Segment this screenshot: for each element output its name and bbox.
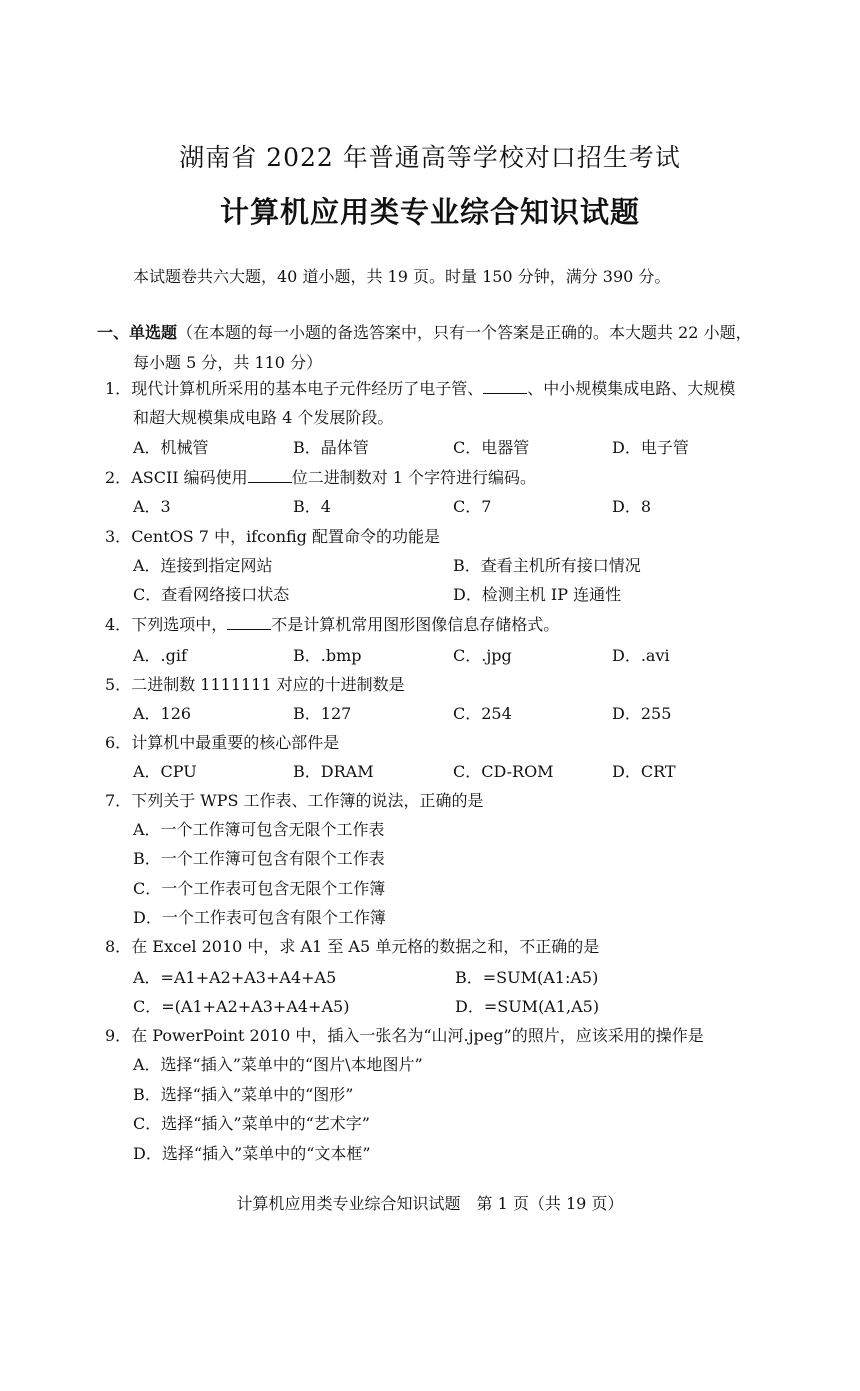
answer-blank xyxy=(248,468,292,483)
question-text: 下列关于 WPS 工作表、工作簿的说法，正确的是 xyxy=(131,791,484,810)
question-text: 现代计算机所采用的基本电子元件经历了电子管、 xyxy=(131,379,484,398)
question-text: 位二进制数对 1 个字符进行编码。 xyxy=(291,468,537,487)
option-d: D．.avi xyxy=(612,646,670,665)
option-d: D．检测主机 IP 连通性 xyxy=(453,585,622,604)
question-text: 在 Excel 2010 中，求 A1 至 A5 单元格的数据之和，不正确的是 xyxy=(131,937,600,956)
option-b: B．晶体管 xyxy=(293,438,369,457)
option-c: C．一个工作表可包含无限个工作簿 xyxy=(133,879,386,898)
question-1-stem xyxy=(105,379,735,399)
question-2-stem xyxy=(105,468,536,488)
option-d: D．电子管 xyxy=(612,438,689,457)
question-text: ASCII 编码使用 xyxy=(131,468,248,487)
option-d: D．一个工作表可包含有限个工作簿 xyxy=(133,908,386,927)
question-6-stem xyxy=(105,733,339,753)
option-a: A．连接到指定网站 xyxy=(133,556,273,575)
option-c: C．选择“插入”菜单中的“艺术字” xyxy=(133,1114,370,1133)
question-number: 5． xyxy=(105,675,132,694)
option-c: C．电器管 xyxy=(453,438,530,457)
option-b: B．一个工作簿可包含有限个工作表 xyxy=(133,849,385,868)
question-text: 在 PowerPoint 2010 中，插入一张名为“山河.jpeg”的照片，应该采用的操作是 xyxy=(131,1026,704,1045)
question-number: 1． xyxy=(105,379,132,398)
option-d: D．=SUM(A1,A5) xyxy=(455,997,600,1016)
question-text: 下列选项中， xyxy=(131,615,228,634)
option-b: B．查看主机所有接口情况 xyxy=(453,556,641,575)
option-d: D．255 xyxy=(612,704,672,723)
option-d: D．8 xyxy=(612,497,652,516)
question-text: 不是计算机常用图形图像信息存储格式。 xyxy=(271,615,560,634)
option-c: C．.jpg xyxy=(453,646,512,665)
option-a: A．.gif xyxy=(133,646,187,665)
section-note: （在本题的每一小题的备选答案中，只有一个答案是正确的。本大题共 22 小题， xyxy=(177,323,752,342)
answer-blank xyxy=(227,615,271,630)
question-7-stem xyxy=(105,791,484,811)
option-c: C．查看网络接口状态 xyxy=(133,585,290,604)
question-number: 3． xyxy=(105,527,132,546)
question-text: 计算机中最重要的核心部件是 xyxy=(131,733,340,752)
option-c: C．7 xyxy=(453,497,492,516)
option-a: A．CPU xyxy=(133,762,197,781)
option-a: A．126 xyxy=(133,704,192,723)
question-text: CentOS 7 中，ifconfig 配置命令的功能是 xyxy=(131,527,441,546)
answer-blank xyxy=(483,379,527,394)
exam-title: 湖南省 2022 年普通高等学校对口招生考试 xyxy=(179,143,681,172)
option-c: C．254 xyxy=(453,704,512,723)
section-number: 一、 xyxy=(97,323,130,342)
exam-instructions: 本试题卷共六大题，40 道小题，共 19 页。时量 150 分钟，满分 390 分。 xyxy=(133,267,671,286)
option-b: B．DRAM xyxy=(293,762,374,781)
question-number: 7． xyxy=(105,791,132,810)
option-d: D．CRT xyxy=(612,762,676,781)
question-text: 二进制数 1111111 对应的十进制数是 xyxy=(131,675,405,694)
question-9-stem xyxy=(105,1026,704,1046)
question-number: 6． xyxy=(105,733,132,752)
option-c: C．=(A1+A2+A3+A4+A5) xyxy=(133,997,350,1016)
option-b: B．127 xyxy=(293,704,352,723)
question-8-stem xyxy=(105,937,599,957)
question-number: 2． xyxy=(105,468,132,487)
page-footer: 计算机应用类专业综合知识试题 第 1 页（共 19 页） xyxy=(236,1194,624,1213)
section-title: 单选题 xyxy=(129,323,178,342)
question-number: 9． xyxy=(105,1026,132,1045)
section-heading xyxy=(97,320,752,343)
option-a: A．选择“插入”菜单中的“图片\本地图片” xyxy=(133,1055,423,1074)
option-d: D．选择“插入”菜单中的“文本框” xyxy=(133,1144,371,1163)
option-a: A．机械管 xyxy=(133,438,209,457)
option-a: A．3 xyxy=(133,497,171,516)
question-4-stem xyxy=(105,615,559,635)
question-text: 、中小规模集成电路、大规模 xyxy=(527,379,736,398)
option-a: A．=A1+A2+A3+A4+A5 xyxy=(133,968,337,987)
question-number: 8． xyxy=(105,937,132,956)
option-b: B．.bmp xyxy=(293,646,362,665)
exam-subtitle: 计算机应用类专业综合知识试题 xyxy=(219,195,640,229)
section-note-continued: 每小题 5 分，共 110 分） xyxy=(133,353,323,372)
option-c: C．CD-ROM xyxy=(453,762,554,781)
question-1-stem-continued: 和超大规模集成电路 4 个发展阶段。 xyxy=(133,408,394,427)
question-number: 4． xyxy=(105,615,132,634)
question-5-stem xyxy=(105,675,405,695)
option-a: A．一个工作簿可包含无限个工作表 xyxy=(133,820,385,839)
question-3-stem xyxy=(105,527,440,547)
option-b: B．4 xyxy=(293,497,331,516)
option-b: B．选择“插入”菜单中的“图形” xyxy=(133,1085,354,1104)
option-b: B．=SUM(A1:A5) xyxy=(455,968,599,987)
